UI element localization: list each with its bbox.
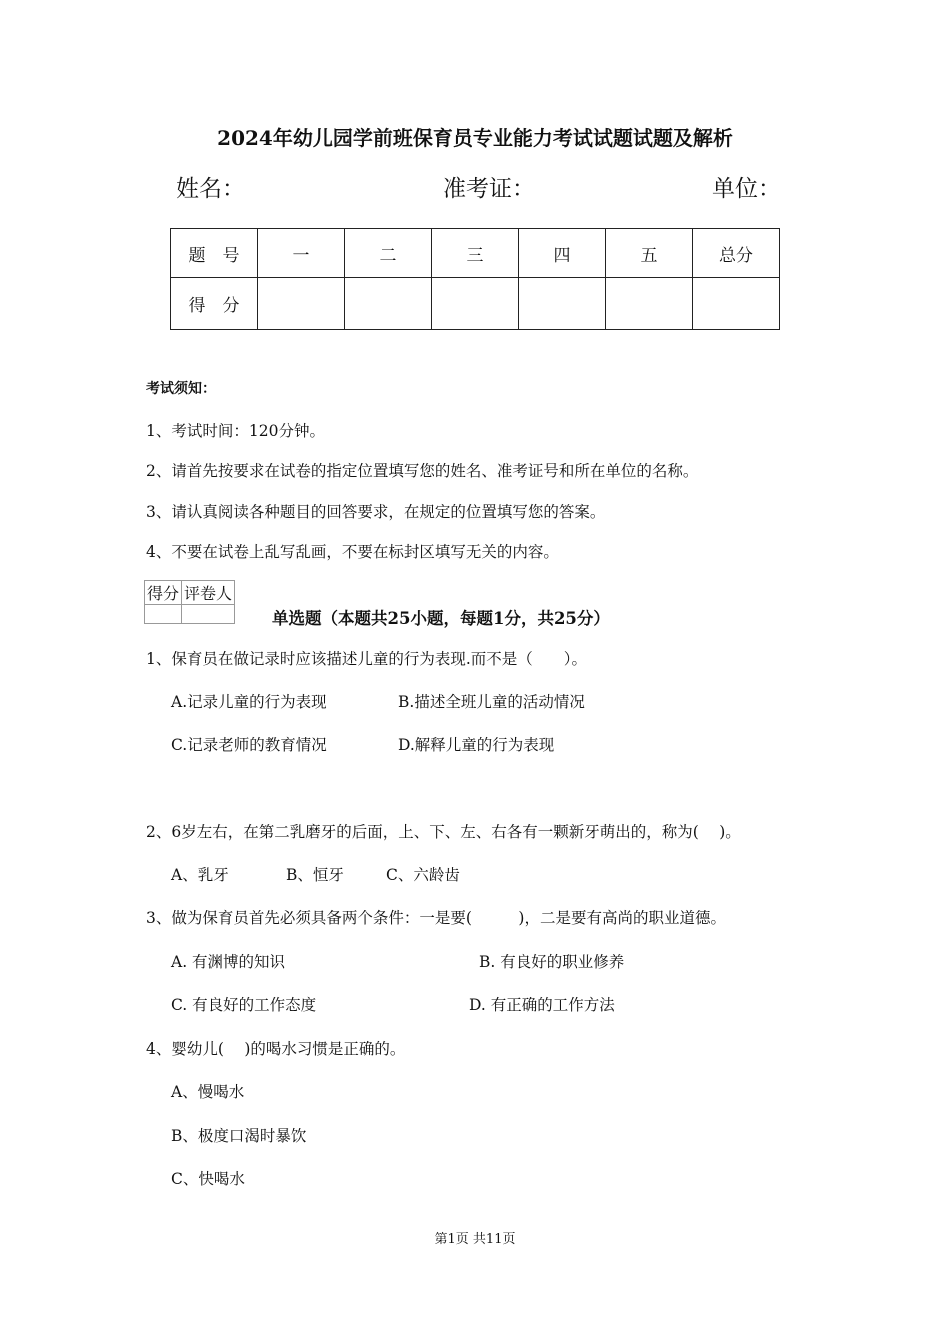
score-input-cell[interactable] — [519, 278, 606, 330]
question-option: C. 有良好的工作态度 — [171, 996, 317, 1014]
score-table-cell: 三 — [432, 229, 519, 278]
question-option: B.描述全班儿童的活动情况 — [398, 693, 585, 711]
question-option: A、慢喝水 — [171, 1083, 245, 1101]
page-title: 2024年幼儿园学前班保育员专业能力考试试题试题及解析 — [217, 126, 733, 150]
score-table-cell: 题 号 — [171, 229, 258, 278]
score-input-cell[interactable] — [258, 278, 345, 330]
question-option: B、恒牙 — [286, 866, 344, 884]
question-option: A.记录儿童的行为表现 — [171, 693, 327, 711]
grader-score-label: 得分 — [145, 581, 182, 605]
page-footer: 第1页 共11页 — [434, 1232, 516, 1247]
section-title: 单选题（本题共25小题，每题1分，共25分） — [272, 609, 610, 628]
score-table — [170, 228, 780, 330]
exam-id-label: 准考证： — [443, 176, 535, 202]
notice-item: 1、考试时间：120分钟。 — [146, 422, 325, 440]
notice-heading: 考试须知： — [146, 381, 216, 397]
score-table-score-row — [171, 278, 780, 330]
question-stem: 3、做为保育员首先必须具备两个条件：一是要( )，二是要有高尚的职业道德。 — [146, 909, 726, 927]
notice-item: 3、请认真阅读各种题目的回答要求，在规定的位置填写您的答案。 — [146, 503, 606, 521]
grader-name-cell[interactable] — [182, 605, 235, 624]
question-option: B. 有良好的职业修养 — [479, 953, 625, 971]
score-input-cell[interactable] — [345, 278, 432, 330]
score-table-cell: 一 — [258, 229, 345, 278]
question-stem: 4、婴幼儿( )的喝水习惯是正确的。 — [146, 1040, 406, 1058]
question-option: C.记录老师的教育情况 — [171, 736, 327, 754]
question-stem: 1、保育员在做记录时应该描述儿童的行为表现.而不是（ ）。 — [146, 650, 588, 668]
notice-item: 4、不要在试卷上乱写乱画，不要在标封区填写无关的内容。 — [146, 543, 559, 561]
question-option: C、快喝水 — [171, 1170, 245, 1188]
score-input-cell[interactable] — [693, 278, 780, 330]
question-option: D. 有正确的工作方法 — [469, 996, 615, 1014]
score-table-cell: 二 — [345, 229, 432, 278]
score-table-cell: 五 — [606, 229, 693, 278]
question-option: C、六龄齿 — [386, 866, 460, 884]
grader-box — [144, 580, 235, 624]
score-table-cell: 四 — [519, 229, 606, 278]
notice-item: 2、请首先按要求在试卷的指定位置填写您的姓名、准考证号和所在单位的名称。 — [146, 462, 699, 480]
unit-label: 单位： — [712, 176, 781, 202]
score-table-cell: 得 分 — [171, 278, 258, 330]
score-input-cell[interactable] — [432, 278, 519, 330]
score-input-cell[interactable] — [606, 278, 693, 330]
question-option: A、乳牙 — [171, 866, 229, 884]
question-option: A. 有渊博的知识 — [171, 953, 286, 971]
name-label: 姓名： — [176, 176, 245, 202]
question-option: D.解释儿童的行为表现 — [398, 736, 555, 754]
grader-score-cell[interactable] — [145, 605, 182, 624]
score-table-cell: 总分 — [693, 229, 780, 278]
question-option: B、极度口渴时暴饮 — [171, 1127, 307, 1145]
score-table-header-row — [171, 229, 780, 278]
question-stem: 2、6岁左右，在第二乳磨牙的后面，上、下、左、右各有一颗新牙萌出的，称为( )。 — [146, 823, 741, 841]
grader-name-label: 评卷人 — [182, 581, 235, 605]
